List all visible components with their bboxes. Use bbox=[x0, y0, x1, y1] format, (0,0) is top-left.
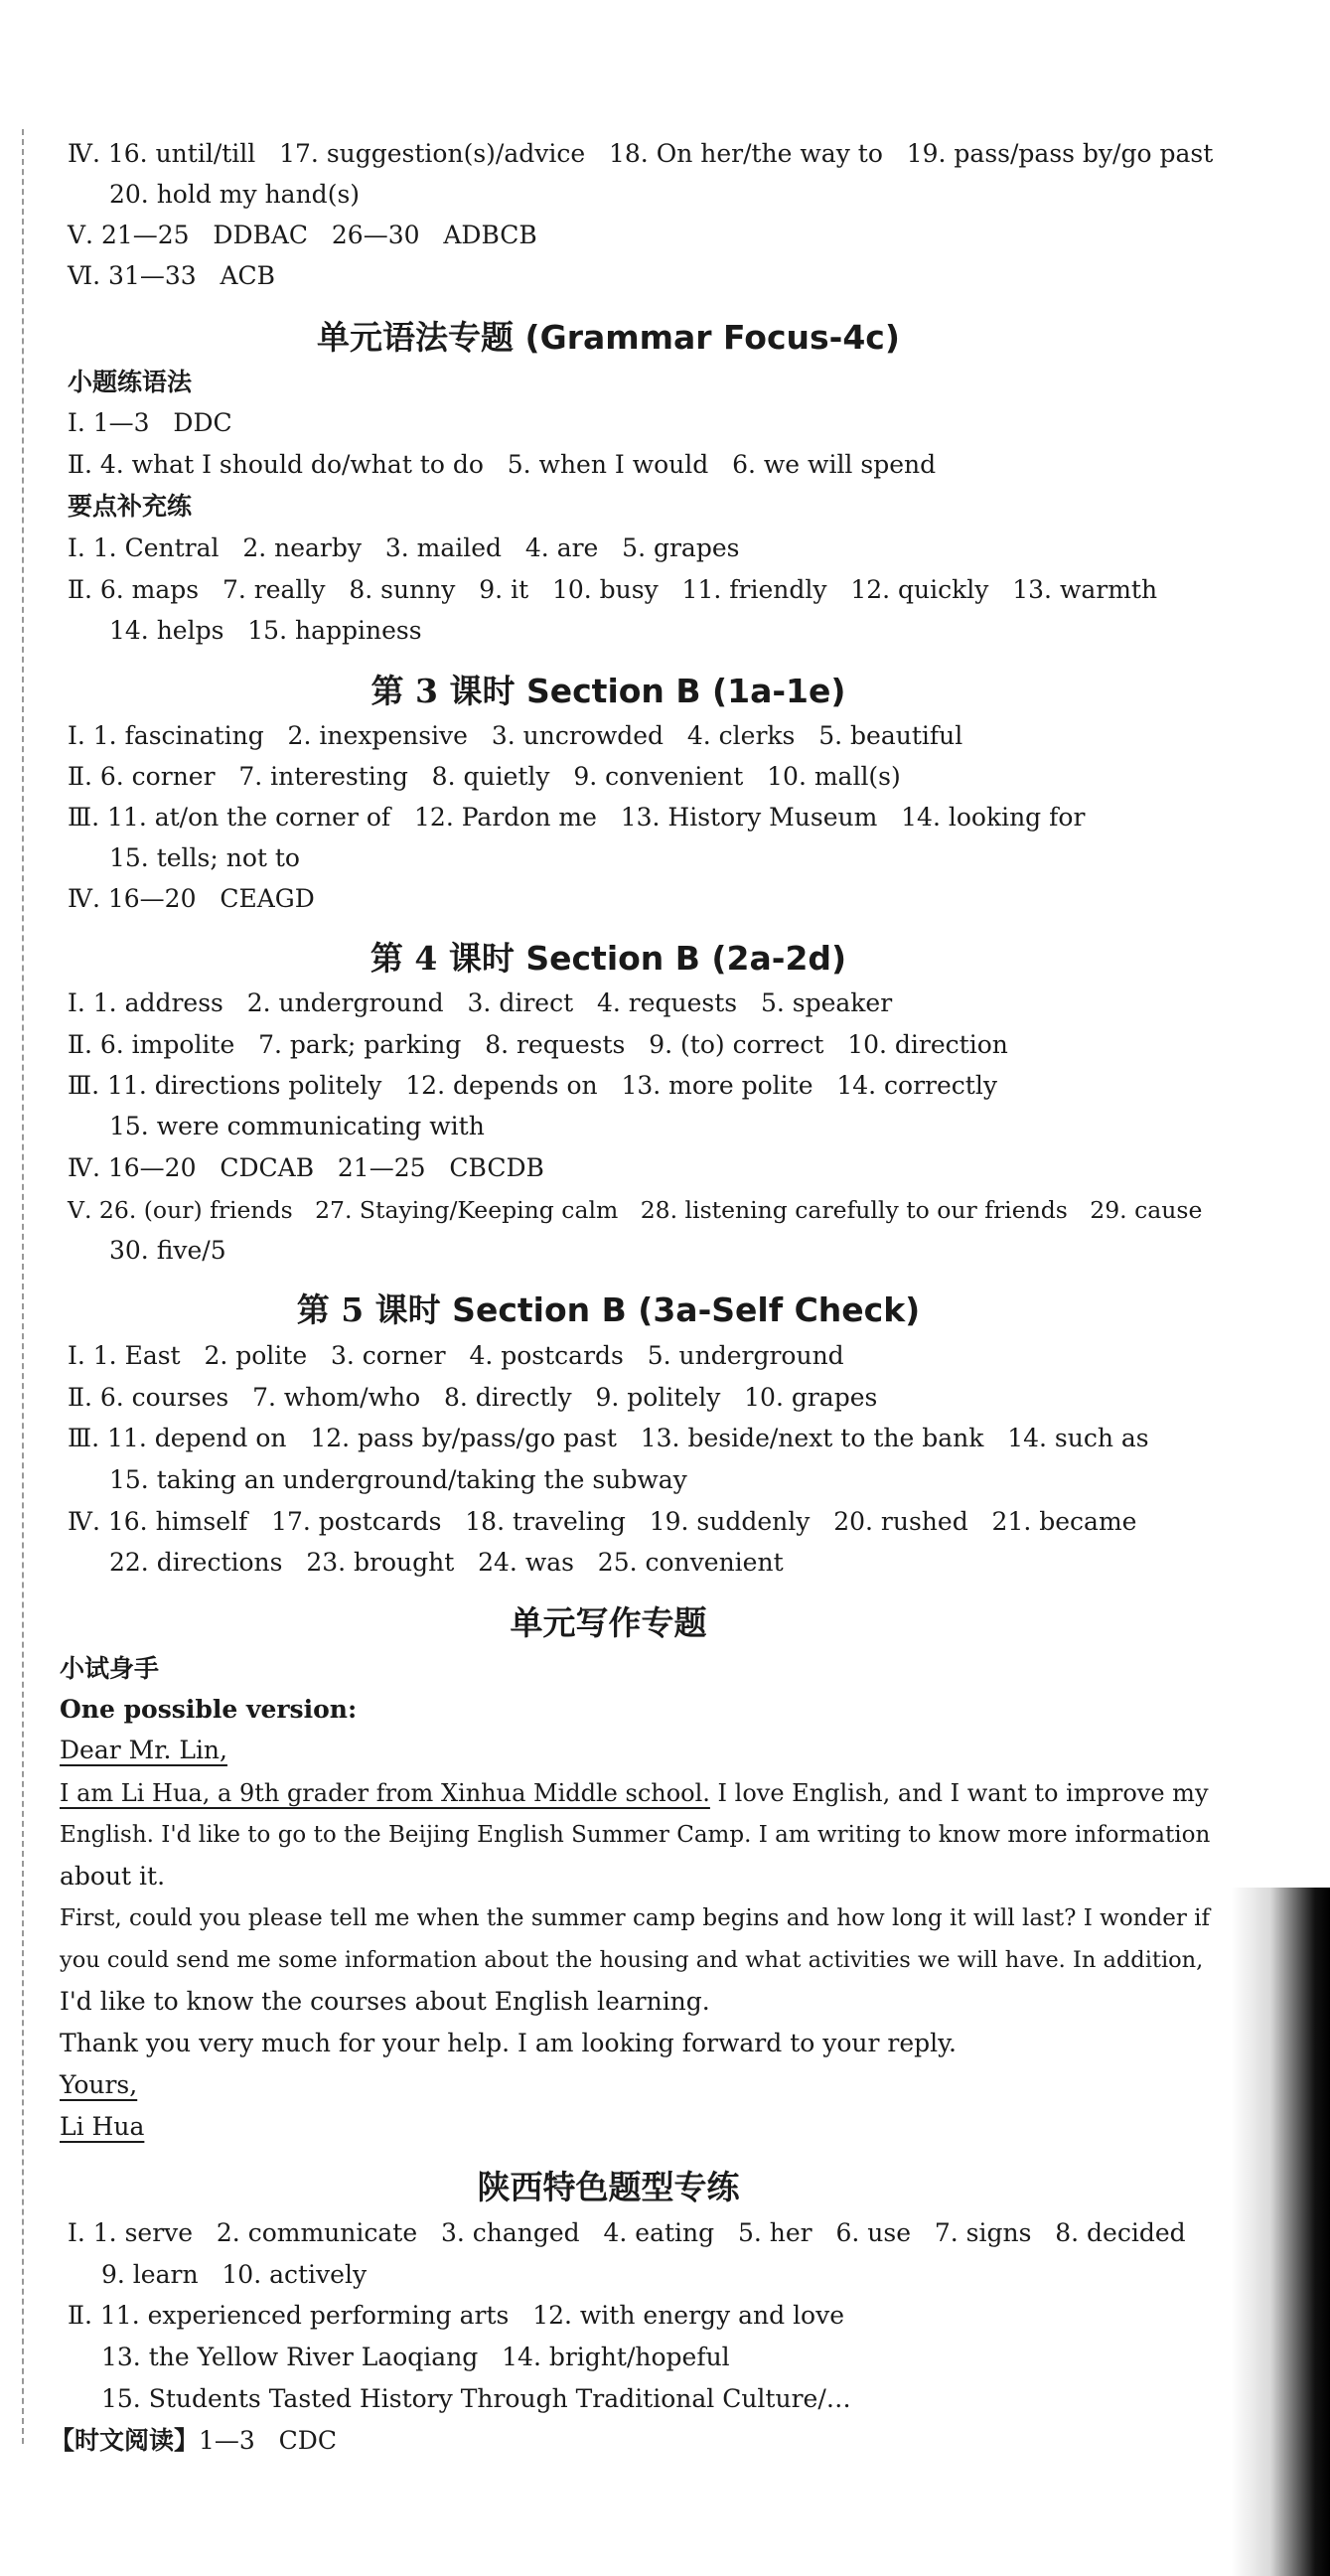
heading-cn: 单元写作专题 bbox=[510, 1603, 707, 1642]
heading-en: Section B (1a-1e) bbox=[525, 672, 846, 710]
page-edge-shadow bbox=[1231, 1888, 1330, 2576]
answer-line: Ⅲ. 11. depend on 12. pass by/pass/go past 13. beside/next to the bank 14. such as bbox=[68, 1424, 1149, 1452]
essay-line bbox=[60, 2107, 144, 2147]
essay-line bbox=[60, 1731, 227, 1770]
section-heading bbox=[0, 668, 1217, 715]
answer-line: 30. five/5 bbox=[109, 1236, 226, 1265]
answer-line: Ⅰ. 1. serve 2. communicate 3. changed 4. eating 5. her 6. use 7. signs 8. decided bbox=[68, 2218, 1186, 2247]
answer-line: Ⅲ. 11. directions politely 12. depends on 13. more polite 14. correctly bbox=[68, 1071, 997, 1100]
essay-line bbox=[60, 1773, 1209, 1813]
answer-line: Ⅵ. 31—33 ACB bbox=[68, 261, 276, 290]
answer-line: Ⅰ. 1. East 2. polite 3. corner 4. postcards 5. underground bbox=[68, 1341, 844, 1370]
essay-text: Li Hua bbox=[60, 2112, 145, 2141]
answer-line: 22. directions 23. brought 24. was 25. convenient bbox=[109, 1548, 784, 1577]
answer-line: Ⅰ. 1. Central 2. nearby 3. mailed 4. are 5. grapes bbox=[68, 533, 740, 562]
essay-line: you could send me some information about the housing and what activities we will have. In addition, bbox=[60, 1947, 1204, 1973]
answer-line: Ⅱ. 6. impolite 7. park; parking 8. requests 9. (to) correct 10. direction bbox=[68, 1030, 1008, 1059]
essay-line: English. I'd like to go to the Beijing English Summer Camp. I am writing to know more information bbox=[60, 1822, 1211, 1848]
reading-answers: 1—3 CDC bbox=[199, 2426, 337, 2455]
subsection-label: 要点补充练 bbox=[68, 492, 193, 521]
answer-line: Ⅳ. 16. himself 17. postcards 18. traveling 19. suddenly 20. rushed 21. became bbox=[68, 1507, 1137, 1536]
essay-text: I am Li Hua, a 9th grader from Xinhua Middle school. bbox=[60, 1779, 710, 1807]
answer-line: 15. tells; not to bbox=[109, 843, 300, 872]
answer-line: 9. learn 10. actively bbox=[101, 2260, 368, 2289]
answer-line: Ⅰ. 1—3 DDC bbox=[68, 408, 232, 437]
section-heading bbox=[0, 314, 1217, 362]
section-heading bbox=[0, 2164, 1217, 2211]
heading-en: Section B (2a-2d) bbox=[525, 939, 847, 978]
essay-line: Thank you very much for your help. I am looking forward to your reply. bbox=[60, 2029, 957, 2057]
version-label: One possible version: bbox=[60, 1695, 358, 1724]
answer-line: Ⅴ. 21—25 DDBAC 26—30 ADBCB bbox=[68, 221, 537, 249]
essay-line: I'd like to know the courses about English learning. bbox=[60, 1987, 710, 2016]
essay-text: I love English, and I want to improve my bbox=[709, 1779, 1209, 1807]
section-heading bbox=[0, 1287, 1217, 1334]
heading-cn: 单元语法专题 bbox=[317, 318, 515, 357]
heading-en: Section B (3a-Self Check) bbox=[452, 1290, 921, 1329]
answer-line: Ⅱ. 4. what I should do/what to do 5. when I would 6. we will spend bbox=[68, 450, 937, 479]
heading-cn: 陕西特色题型专练 bbox=[477, 2168, 740, 2206]
answer-line: Ⅰ. 1. fascinating 2. inexpensive 3. uncrowded 4. clerks 5. beautiful bbox=[68, 721, 963, 750]
heading-cn: 第 3 课时 bbox=[370, 672, 516, 710]
answer-line: Ⅰ. 1. address 2. underground 3. direct 4. requests 5. speaker bbox=[68, 988, 893, 1017]
subsection-label: 小试身手 bbox=[60, 1654, 160, 1683]
answer-line: 15. Students Tasted History Through Traditional Culture/… bbox=[101, 2384, 851, 2413]
essay-line bbox=[60, 2065, 137, 2105]
answer-line: Ⅱ. 6. courses 7. whom/who 8. directly 9. politely 10. grapes bbox=[68, 1383, 878, 1412]
answer-line: 15. taking an underground/taking the subway bbox=[109, 1465, 687, 1494]
answer-line: Ⅳ. 16. until/till 17. suggestion(s)/advice 18. On her/the way to 19. pass/pass by/go past bbox=[68, 139, 1214, 168]
answer-line: 13. the Yellow River Laoqiang 14. bright/hopeful bbox=[101, 2343, 730, 2371]
reading-label: 【时文阅读】 bbox=[50, 2426, 200, 2455]
essay-line: about it. bbox=[60, 1862, 166, 1891]
essay-text: Dear Mr. Lin, bbox=[60, 1736, 227, 1764]
section-heading bbox=[0, 935, 1217, 983]
essay-text: Yours, bbox=[60, 2070, 138, 2099]
answer-line: Ⅴ. 26. (our) friends 27. Staying/Keeping calm 28. listening carefully to our friends 29. cause bbox=[68, 1196, 1203, 1224]
answer-line: Ⅲ. 11. at/on the corner of 12. Pardon me 13. History Museum 14. looking for bbox=[68, 803, 1086, 832]
answer-line: 20. hold my hand(s) bbox=[109, 180, 361, 209]
essay-line: First, could you please tell me when the summer camp begins and how long it will last? I wonder if bbox=[60, 1905, 1211, 1931]
heading-en: (Grammar Focus-4c) bbox=[524, 318, 900, 357]
answer-line: Ⅱ. 6. corner 7. interesting 8. quietly 9. convenient 10. mall(s) bbox=[68, 762, 901, 791]
answer-line: Ⅱ. 6. maps 7. really 8. sunny 9. it 10. busy 11. friendly 12. quickly 13. warmth bbox=[68, 575, 1158, 604]
section-heading bbox=[0, 1599, 1217, 1647]
heading-cn: 第 5 课时 bbox=[296, 1290, 441, 1329]
heading-cn: 第 4 课时 bbox=[369, 939, 515, 978]
subsection-label: 小题练语法 bbox=[68, 368, 193, 396]
answer-line: Ⅱ. 11. experienced performing arts 12. with energy and love bbox=[68, 2301, 845, 2330]
answer-line: Ⅳ. 16—20 CEAGD bbox=[68, 884, 315, 913]
answer-line: Ⅳ. 16—20 CDCAB 21—25 CBCDB bbox=[68, 1153, 544, 1182]
answer-line bbox=[50, 2421, 337, 2461]
answer-line: 14. helps 15. happiness bbox=[109, 616, 422, 645]
answer-line: 15. were communicating with bbox=[109, 1112, 485, 1140]
